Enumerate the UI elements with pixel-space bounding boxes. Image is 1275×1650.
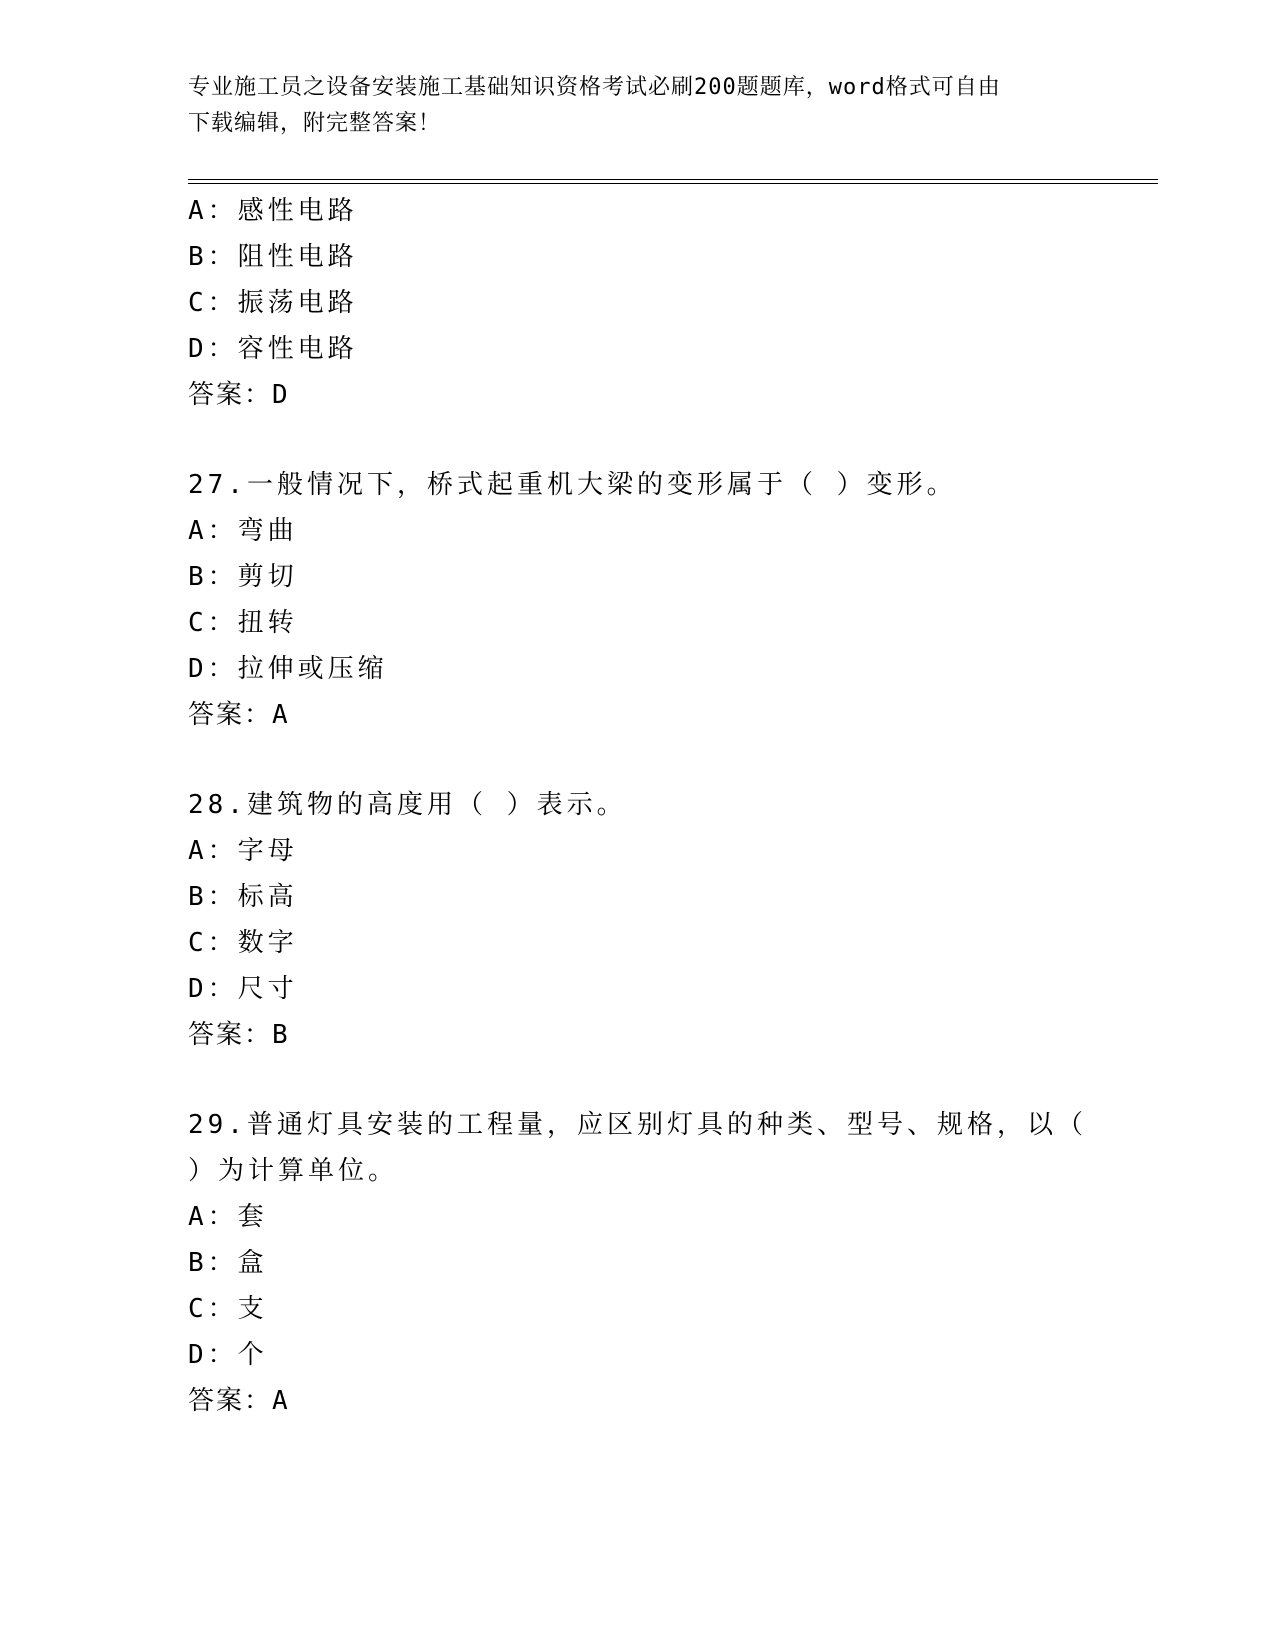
option-b: B：标高 [188,882,298,912]
option-a: A：感性电路 [188,196,358,226]
question-stem-line-2: ）为计算单位。 [188,1156,399,1186]
option-c: C：支 [188,1294,268,1324]
question-29 [188,1102,1088,1424]
answer: 答案：A [188,1386,290,1416]
question-stem: 27.一般情况下，桥式起重机大梁的变形属于（ ）变形。 [188,470,957,500]
question-stem: 28.建筑物的高度用（ ）表示。 [188,790,627,820]
question-gap [188,738,1088,782]
option-d: D：拉伸或压缩 [188,654,388,684]
option-b: B：阻性电路 [188,242,358,272]
option-c: C：数字 [188,928,298,958]
header-line-1: 专业施工员之设备安装施工基础知识资格考试必刷200题题库，word格式可自由 [188,75,1001,100]
question-gap [188,1058,1088,1102]
question-26 [188,188,1088,418]
option-b: B：盒 [188,1248,268,1278]
header-rule-bottom [188,183,1158,184]
option-c: C：振荡电路 [188,288,358,318]
header-line-2: 下载编辑，附完整答案！ [188,111,442,136]
option-d: D：尺寸 [188,974,298,1004]
question-list [188,188,1088,1424]
question-gap [188,418,1088,462]
option-c: C：扭转 [188,608,298,638]
option-a: A：弯曲 [188,516,298,546]
option-a: A：套 [188,1202,268,1232]
answer: 答案：A [188,700,290,730]
option-b: B：剪切 [188,562,298,592]
answer: 答案：B [188,1020,290,1050]
question-stem-line-1: 29.普通灯具安装的工程量，应区别灯具的种类、型号、规格，以（ [188,1110,1087,1140]
header-rule-top [188,179,1158,180]
option-d: D：个 [188,1340,268,1370]
question-27 [188,462,1088,738]
option-d: D：容性电路 [188,334,358,364]
answer: 答案：D [188,380,290,410]
document-header [188,70,1068,142]
question-28 [188,782,1088,1058]
option-a: A：字母 [188,836,298,866]
